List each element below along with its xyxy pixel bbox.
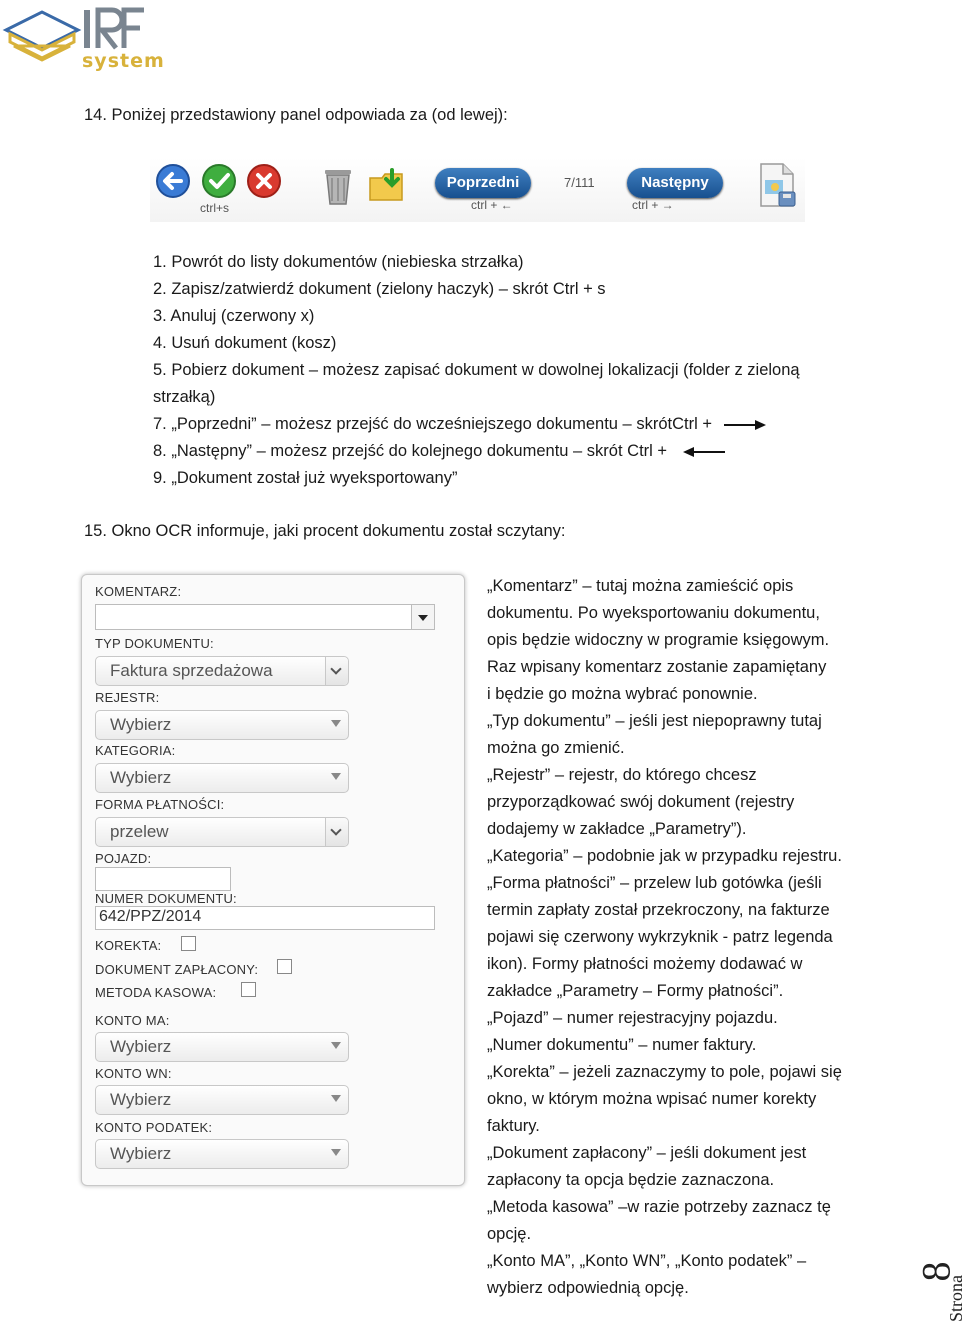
konto-podatek-label: KONTO PODATEK: [95, 1120, 213, 1135]
previous-shortcut-label: ctrl + ← [471, 198, 513, 212]
description-line: zapłacony ta opcja będzie zaznaczona. [487, 1171, 775, 1189]
forma-platnosci-dropdown[interactable] [325, 818, 348, 846]
checkmark-save-icon[interactable] [201, 163, 237, 199]
description-line: opcję. [487, 1225, 532, 1243]
description-line: „Numer dokumentu” – numer faktury. [487, 1036, 757, 1054]
numer-dokumentu-input[interactable] [95, 906, 435, 930]
description-line: ikon). Formy płatności możemy dodawać w [487, 955, 803, 973]
forma-platnosci-select[interactable] [95, 817, 349, 847]
description-line: można go zmienić. [487, 739, 625, 757]
description-line: przyporządkować swój dokument (rejestry [487, 793, 795, 811]
ocr-form-panel [81, 574, 465, 1186]
description-line: „Dokument zapłacony” – jeśli dokument jest [487, 1144, 807, 1162]
forma-platnosci-label: FORMA PŁATNOŚCI: [95, 797, 225, 812]
save-shortcut-label: ctrl+s [200, 201, 230, 215]
list-item: 5. Pobierz dokument – możesz zapisać dokument w dowolnej lokalizacji (folder z zieloną [153, 361, 800, 379]
description-line: „Korekta” – jeżeli zaznaczymy to pole, pojawi się [487, 1063, 842, 1081]
kategoria-label: KATEGORIA: [95, 743, 176, 758]
trash-bin-icon[interactable] [320, 166, 356, 206]
korekta-label: KOREKTA: [95, 938, 162, 953]
description-line: „Typ dokumentu” – jeśli jest niepoprawny tutaj [487, 712, 822, 730]
list-item: 3. Anuluj (czerwony x) [153, 307, 315, 325]
korekta-checkbox[interactable] [181, 936, 196, 951]
komentarz-label: KOMENTARZ: [95, 584, 182, 599]
list-item: 8. „Następny” – możesz przejść do kolejnego dokumentu – skrót Ctrl + [153, 438, 800, 465]
list-item: 1. Powrót do listy dokumentów (niebieska strzałka) [153, 253, 524, 271]
back-arrow-icon[interactable] [155, 163, 191, 199]
komentarz-dropdown[interactable] [411, 605, 434, 629]
next-button[interactable]: Następny [627, 168, 723, 198]
typ-dokumentu-dropdown[interactable] [325, 657, 348, 685]
forma-platnosci-value: przelew [110, 822, 169, 841]
description-line: faktury. [487, 1117, 540, 1135]
konto-ma-label: KONTO MA: [95, 1013, 170, 1028]
description-line: opis będzie widoczny w programie księgowym. [487, 631, 830, 649]
description-line: dodajemy w zakładce „Parametry”). [487, 820, 747, 838]
dokument-zaplacony-label: DOKUMENT ZAPŁACONY: [95, 962, 259, 977]
chevron-down-icon [331, 1042, 341, 1049]
chevron-down-icon [330, 824, 341, 835]
kategoria-select[interactable] [95, 763, 349, 793]
page-label: Strona [946, 1275, 966, 1322]
section-14-list [153, 249, 800, 492]
document-counter: 7/111 [564, 175, 595, 190]
pojazd-label: POJAZD: [95, 851, 152, 866]
rejestr-select[interactable] [95, 710, 349, 740]
cancel-x-icon[interactable] [246, 163, 282, 199]
metoda-kasowa-label: METODA KASOWA: [95, 985, 217, 1000]
description-line: dokumentu. Po wyeksportowaniu dokumentu, [487, 604, 820, 622]
chevron-down-icon [331, 1095, 341, 1102]
description-line: pojawi się czerwony wykrzyknik - patrz legenda [487, 928, 833, 946]
komentarz-input[interactable] [95, 604, 435, 630]
chevron-down-icon [418, 615, 428, 621]
rejestr-label: REJESTR: [95, 690, 160, 705]
description-line: Raz wpisany komentarz zostanie zapamiętany [487, 658, 827, 676]
list-item: 7. „Poprzedni” – możesz przejść do wcześniejszego dokumentu – skrótCtrl + [153, 411, 800, 438]
konto-wn-value: Wybierz [110, 1090, 172, 1109]
konto-wn-select[interactable] [95, 1085, 349, 1115]
description-line: „Forma płatności” – przelew lub gotówka (jeśli [487, 874, 822, 892]
konto-wn-label: KONTO WN: [95, 1066, 172, 1081]
page-number-footer [913, 1226, 966, 1322]
description-line: „Pojazd” – numer rejestracyjny pojazdu. [487, 1009, 778, 1027]
chevron-down-icon [331, 1149, 341, 1156]
kategoria-value: Wybierz [110, 768, 172, 787]
description-line: wybierz odpowiednią opcję. [487, 1279, 689, 1297]
description-line: okno, w którym można wpisać numer korekty [487, 1090, 817, 1108]
konto-podatek-value: Wybierz [110, 1144, 172, 1163]
list-item: 4. Usuń dokument (kosz) [153, 334, 337, 352]
description-line: „Kategoria” – podobnie jak w przypadku rejestru. [487, 847, 842, 865]
chevron-down-icon [331, 773, 341, 780]
description-line: termin zapłaty został przekroczony, na fakturze [487, 901, 830, 919]
section-15-heading: 15. Okno OCR informuje, jaki procent dokumentu został sczytany: [84, 522, 566, 540]
typ-dokumentu-label: TYP DOKUMENTU: [95, 636, 214, 651]
konto-ma-select[interactable] [95, 1032, 349, 1062]
list-item: strzałką) [153, 388, 216, 406]
list-item: 2. Zapisz/zatwierdź dokument (zielony haczyk) – skrót Ctrl + s [153, 280, 606, 298]
list-item: 9. „Dokument został już wyeksportowany” [153, 469, 458, 487]
logo-wordmark: system [82, 50, 165, 72]
page-number: 8 [913, 1261, 959, 1282]
next-shortcut-label: ctrl + → [632, 198, 674, 212]
rejestr-value: Wybierz [110, 715, 172, 734]
description-line: „Komentarz” – tutaj można zamieścić opis [487, 577, 794, 595]
dokument-zaplacony-checkbox[interactable] [277, 959, 292, 974]
download-folder-icon[interactable] [368, 166, 406, 204]
description-line: zakładce „Parametry – Formy płatności”. [487, 982, 784, 1000]
description-line: „Konto MA”, „Konto WN”, „Konto podatek” – [487, 1252, 807, 1270]
section-14-heading: 14. Poniżej przedstawiony panel odpowiada za (od lewej): [84, 106, 508, 124]
metoda-kasowa-checkbox[interactable] [241, 982, 256, 997]
right-arrow-icon [723, 419, 767, 431]
chevron-down-icon [330, 663, 341, 674]
typ-dokumentu-select[interactable] [95, 656, 349, 686]
description-line: „Metoda kasowa” –w razie potrzeby zaznacz tę [487, 1198, 831, 1216]
numer-dokumentu-value: 642/PPZ/2014 [99, 908, 202, 925]
numer-dokumentu-label: NUMER DOKUMENTU: [95, 891, 237, 906]
exported-document-icon [755, 162, 799, 210]
description-line: i będzie go można wybrać ponownie. [487, 685, 758, 703]
previous-button[interactable]: Poprzedni [435, 168, 531, 198]
pojazd-input[interactable] [95, 867, 231, 891]
description-line: „Rejestr” – rejestr, do którego chcesz [487, 766, 757, 784]
konto-ma-value: Wybierz [110, 1037, 172, 1056]
document-toolbar [150, 158, 805, 222]
chevron-down-icon [331, 720, 341, 727]
konto-podatek-select[interactable] [95, 1139, 349, 1169]
left-arrow-icon [682, 446, 726, 458]
section-15-description [487, 573, 842, 1302]
typ-dokumentu-value: Faktura sprzedażowa [110, 661, 273, 680]
